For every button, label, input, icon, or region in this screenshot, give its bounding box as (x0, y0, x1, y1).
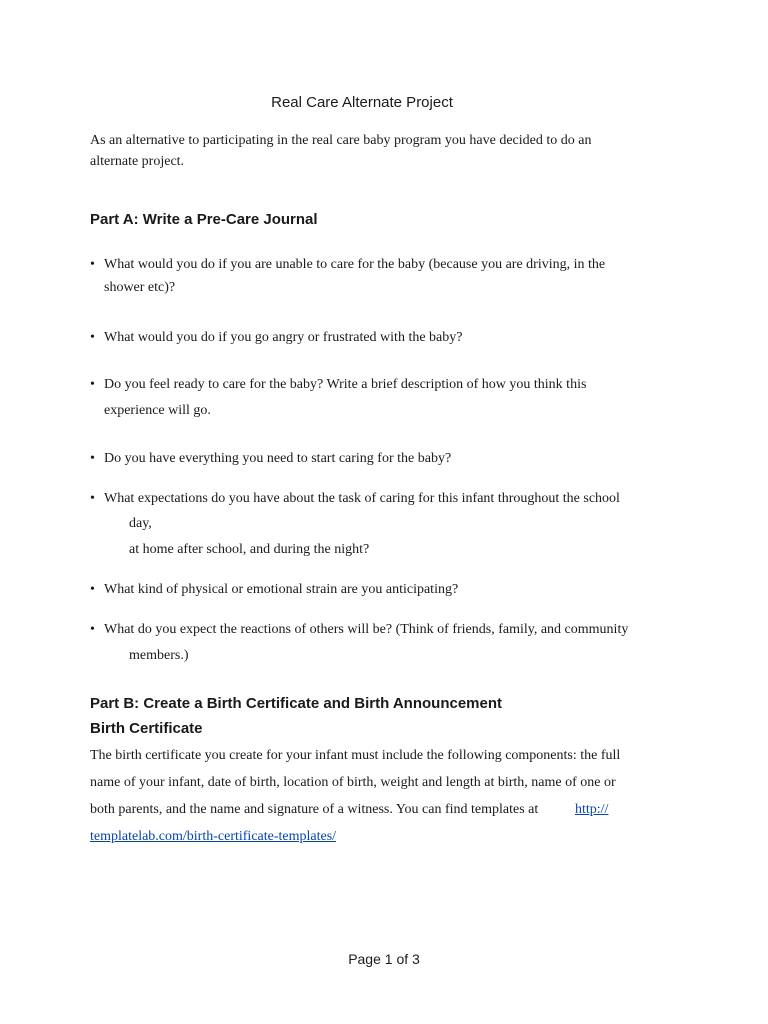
birth-certificate-line-1: The birth certificate you create for your infant must include the following components: the full (90, 748, 621, 763)
page-title: Real Care Alternate Project (271, 94, 453, 111)
question-5-line-2: day, (129, 516, 152, 531)
question-5-line-3: at home after school, and during the night? (129, 542, 370, 557)
birth-certificate-subheading: Birth Certificate (90, 720, 203, 737)
bullet-icon: • (90, 622, 95, 637)
birth-certificate-line-2: name of your infant, date of birth, location of birth, weight and length at birth, name of one or (90, 775, 616, 790)
bullet-icon: • (90, 451, 95, 466)
templates-link-continued[interactable]: templatelab.com/birth-certificate-templates/ (90, 829, 337, 844)
page-number: Page 1 of 3 (348, 951, 420, 967)
bullet-icon: • (90, 377, 95, 392)
question-3-line-2: experience will go. (104, 403, 211, 418)
part-a-heading: Part A: Write a Pre-Care Journal (90, 211, 318, 228)
intro-line-2: alternate project. (90, 154, 185, 169)
bullet-icon: • (90, 257, 95, 272)
question-4-line-1: Do you have everything you need to start caring for the baby? (104, 451, 452, 466)
bullet-icon: • (90, 491, 95, 506)
bullet-icon: • (90, 582, 95, 597)
part-b-heading: Part B: Create a Birth Certificate and Birth Announcement (90, 695, 503, 712)
question-5-line-1: What expectations do you have about the task of caring for this infant throughout the school (104, 491, 620, 506)
question-7-line-1: What do you expect the reactions of others will be? (Think of friends, family, and community (104, 622, 629, 637)
templates-link[interactable]: http:// (575, 802, 609, 817)
intro-line-1: As an alternative to participating in the real care baby program you have decided to do an (90, 133, 592, 148)
question-6-line-1: What kind of physical or emotional strain are you anticipating? (104, 582, 459, 597)
question-3-line-1: Do you feel ready to care for the baby? Write a brief description of how you think this (104, 377, 587, 392)
birth-certificate-line-3: both parents, and the name and signature of a witness. You can find templates at (90, 802, 539, 817)
question-2-line-1: What would you do if you go angry or frustrated with the baby? (104, 330, 463, 345)
question-1-line-1: What would you do if you are unable to care for the baby (because you are driving, in the (104, 257, 606, 272)
bullet-icon: • (90, 330, 95, 345)
question-1-line-2: shower etc)? (104, 280, 176, 295)
question-7-line-2: members.) (129, 648, 189, 663)
